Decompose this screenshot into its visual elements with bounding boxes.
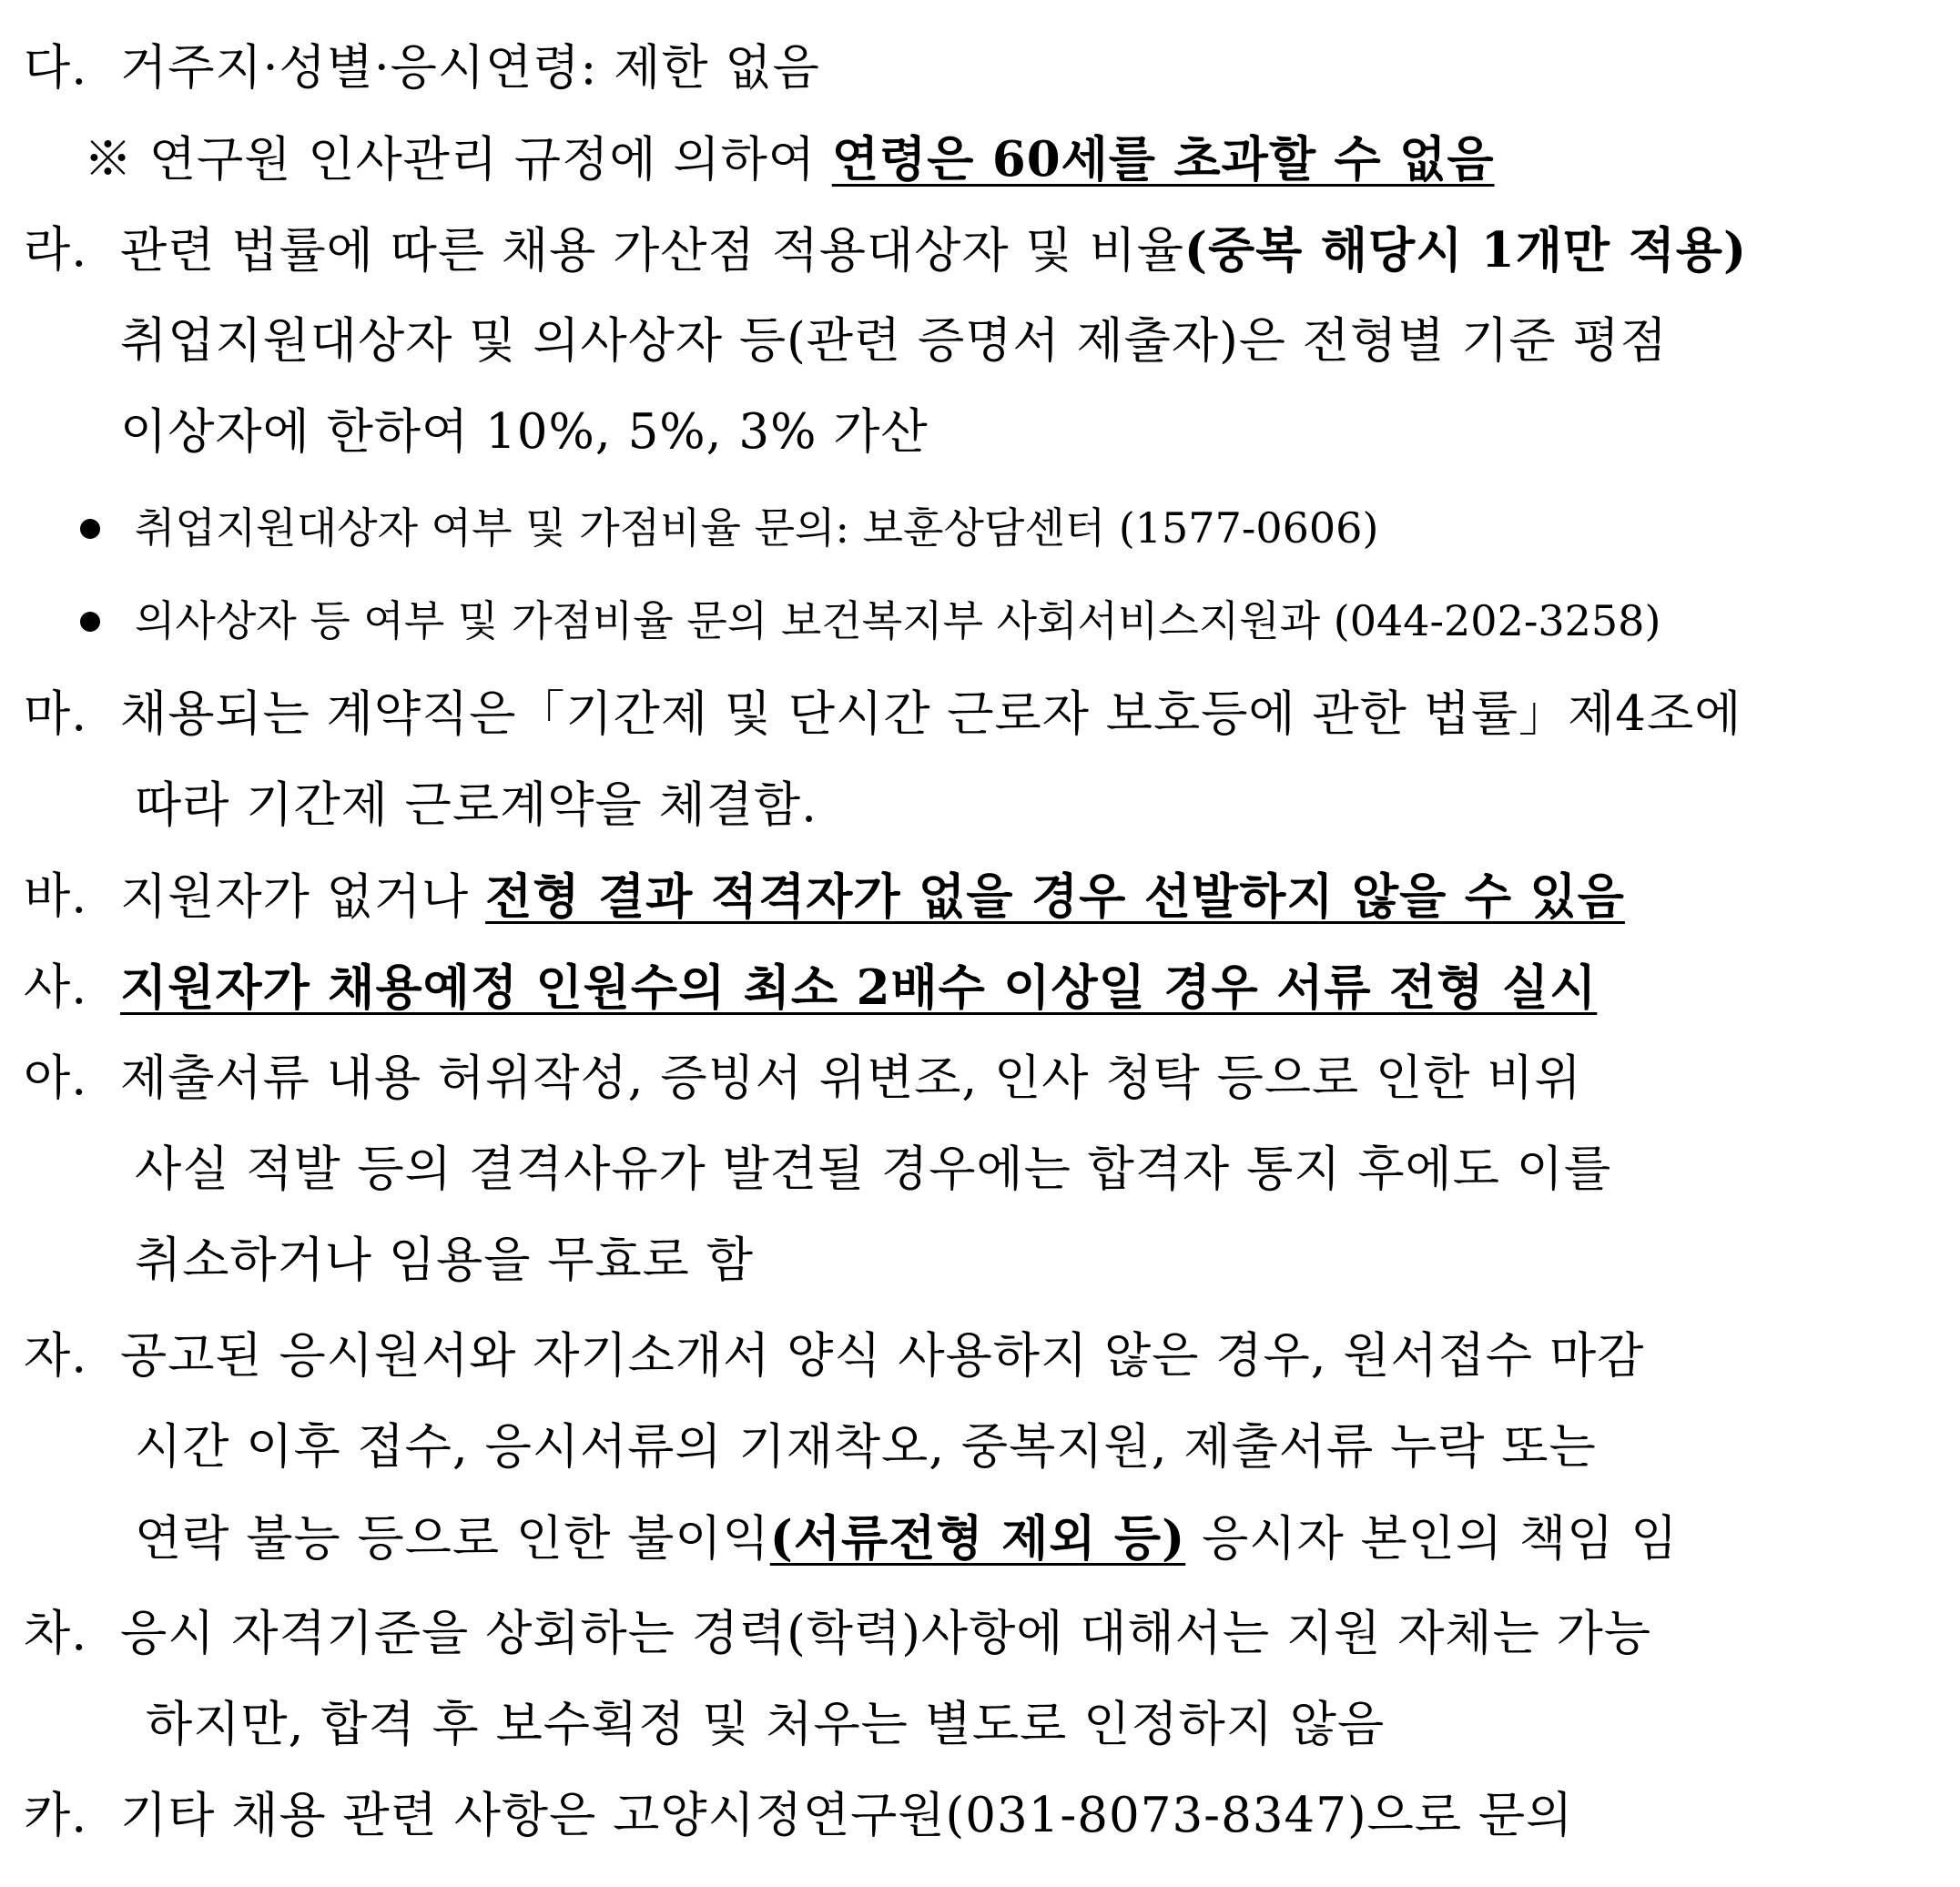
bullet-text: 의사상자 등 여부 및 가점비율 문의 보건복지부 사회서비스지원과 (044-202-3258) (135, 596, 1661, 645)
item-marker: 차. (24, 1606, 88, 1661)
item-marker: 마. (24, 686, 88, 742)
item-cha-line2 (0, 1689, 1960, 1761)
item-ma (0, 678, 1960, 751)
item-text-emphasis: (중복 해당시 1개만 적용) (1183, 222, 1748, 279)
note-emphasis: 연령은 60세를 초과할 수 없음 (831, 131, 1495, 188)
bullet-dot-icon (80, 612, 100, 632)
item-ra-body-line2 (0, 396, 1960, 469)
item-text (135, 1502, 1678, 1576)
item-text (120, 214, 1747, 288)
item-da-note (0, 123, 1960, 196)
item-ma-line2 (0, 769, 1960, 842)
bullet-item (0, 584, 1960, 657)
item-marker: 라. (24, 222, 88, 278)
body-text: 이상자에 한하여 10%, 5%, 3% 가산 (120, 404, 929, 460)
item-a-line2 (0, 1133, 1960, 1206)
bullet-text: 취업지원대상자 여부 및 가점비율 문의: 보훈상담센터 (1577-0606) (135, 503, 1379, 553)
item-ra (0, 214, 1960, 287)
item-ja-line3 (0, 1502, 1960, 1575)
item-ba (0, 860, 1960, 933)
item-text: 하지만, 합격 후 보수획정 및 처우는 별도로 인정하지 않음 (146, 1697, 1386, 1752)
item-da (0, 32, 1960, 105)
item-text-main: 지원자가 없거나 (120, 869, 486, 925)
item-marker: 자. (24, 1328, 88, 1384)
item-ka (0, 1780, 1960, 1852)
item-text-emphasis: 지원자가 채용예정 인원수의 최소 2배수 이상일 경우 서류 전형 실시 (120, 959, 1598, 1016)
item-marker: 사. (24, 959, 88, 1015)
item-marker: 바. (24, 868, 88, 924)
body-text: 취업지원대상자 및 의사상자 등(관련 증명서 제출자)은 전형별 기준 평점 (120, 313, 1668, 369)
item-text-emphasis: (서류전형 제외 등) (769, 1510, 1186, 1567)
item-sa (0, 951, 1960, 1024)
item-ja-line2 (0, 1411, 1960, 1484)
item-text-emphasis: 전형 결과 적격자가 없을 경우 선발하지 않을 수 있음 (485, 868, 1625, 925)
item-marker: 아. (24, 1050, 88, 1106)
item-text: 사실 적발 등의 결격사유가 발견될 경우에는 합격자 통지 후에도 이를 (135, 1141, 1612, 1197)
item-a-line3 (0, 1224, 1960, 1297)
note-prefix: ※ 연구원 인사관리 규정에 의하여 (84, 132, 832, 188)
item-text: 따라 기간제 근로계약을 체결함. (135, 777, 818, 833)
item-ra-body-line1 (0, 305, 1960, 378)
item-ja (0, 1320, 1960, 1393)
item-text: 공고된 응시원서와 자기소개서 양식 사용하지 않은 경우, 원서접수 마감 (120, 1328, 1645, 1384)
item-text-suffix: 응시자 본인의 책임 임 (1185, 1511, 1679, 1567)
item-a (0, 1042, 1960, 1115)
bullet-item (0, 492, 1960, 564)
bullet-dot-icon (80, 519, 100, 539)
item-text: 기타 채용 관련 사항은 고양시정연구원(031-8073-8347)으로 문의 (120, 1788, 1574, 1843)
item-text: 거주지·성별·응시연령: 제한 없음 (120, 40, 820, 96)
item-text: 채용되는 계약직은「기간제 및 단시간 근로자 보호등에 관한 법률」제4조에 (120, 686, 1742, 742)
item-text: 취소하거나 임용을 무효로 함 (135, 1233, 754, 1288)
note-text (84, 123, 1495, 197)
item-text-main: 연락 불능 등으로 인한 불이익 (135, 1511, 770, 1567)
item-text (120, 860, 1625, 934)
item-marker: 다. (24, 40, 88, 96)
item-cha (0, 1598, 1960, 1670)
item-text: 시간 이후 접수, 응시서류의 기재착오, 중복지원, 제출서류 누락 또는 (135, 1419, 1597, 1475)
item-marker: 카. (24, 1788, 88, 1843)
item-text: 제출서류 내용 허위작성, 증빙서 위변조, 인사 청탁 등으로 인한 비위 (120, 1050, 1582, 1106)
item-text-main: 관련 법률에 따른 채용 가산점 적용대상자 및 비율 (120, 223, 1184, 279)
item-text: 응시 자격기준을 상회하는 경력(학력)사항에 대해서는 지원 자체는 가능 (120, 1606, 1652, 1661)
